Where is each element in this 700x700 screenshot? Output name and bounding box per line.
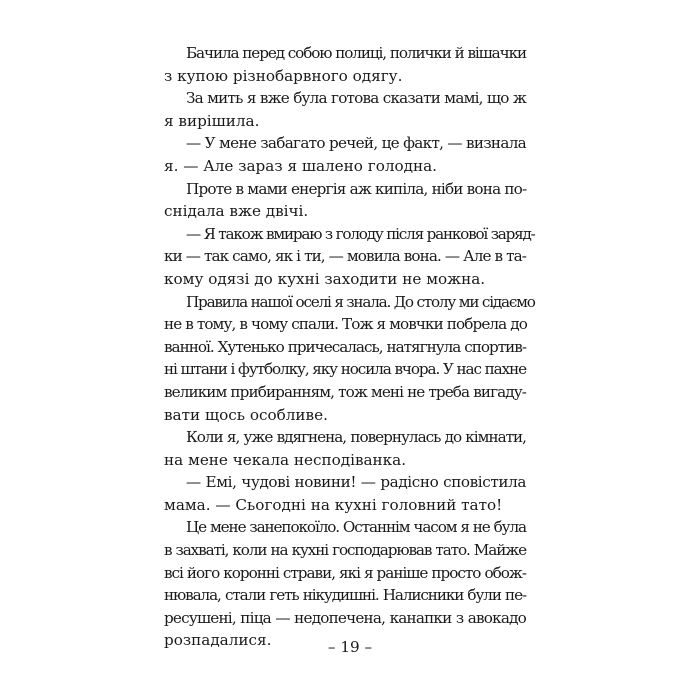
paragraph xyxy=(164,291,535,427)
paragraph xyxy=(164,42,526,87)
text-line: ресушені, піца — недопечена, канапки з авокадо xyxy=(164,608,526,627)
text-line: всі його коронні страви, які я раніше просто обож- xyxy=(164,563,526,582)
paragraph xyxy=(164,471,526,516)
paragraph xyxy=(164,178,526,223)
text-line: вати щось особливе. xyxy=(164,405,328,424)
text-line: Проте в мами енергія аж кипіла, ніби вона по- xyxy=(186,179,527,198)
text-line: в захваті, коли на кухні господарював тато. Майже xyxy=(164,541,526,560)
text-line: — У мене забагато речей, це факт, — визнала xyxy=(186,134,526,153)
text-line: Це мене занепокоїло. Останнім часом я не була xyxy=(186,518,526,537)
text-line: ки — так само, як і ти, — мовила вона. — Але в та- xyxy=(164,247,526,266)
text-line: нювала, стали геть нікудишні. Налисники були пе- xyxy=(164,586,526,605)
text-line: Правила нашої оселі я знала. До столу ми сідаємо xyxy=(186,292,535,311)
text-line: ні штани і футболку, яку носила вчора. У нас пахне xyxy=(164,360,526,379)
text-line: я вирішила. xyxy=(164,111,260,130)
text-line: розпадалися. xyxy=(164,631,272,650)
text-line: не в тому, в чому спали. Тож я мовчки побрела до xyxy=(164,315,527,334)
body-text xyxy=(164,42,535,652)
paragraph xyxy=(164,516,526,652)
text-line: ванної. Хутенько причесалась, натягнула спортив- xyxy=(164,337,526,356)
text-line: я. — Але зараз я шалено голодна. xyxy=(164,156,438,175)
text-line: на мене чекала несподіванка. xyxy=(164,450,407,469)
text-line: — Емі, чудові новини! — радісно сповістила xyxy=(186,473,526,492)
page-number: – 19 – xyxy=(327,638,373,656)
text-line: кому одязі до кухні заходити не можна. xyxy=(164,269,486,288)
text-line: з купою різнобарвного одягу. xyxy=(164,66,403,85)
paragraph xyxy=(164,426,526,471)
paragraph xyxy=(164,87,526,132)
text-line: снідала вже двічі. xyxy=(164,202,309,221)
text-line: Бачила перед собою полиці, полички й вішачки xyxy=(186,44,526,62)
paragraph xyxy=(164,223,535,291)
text-line: — Я також вмираю з голоду після ранкової заряд- xyxy=(186,224,535,243)
text-line: Коли я, уже вдягнена, повернулась до кімнати, xyxy=(186,428,526,447)
text-line: За мить я вже була готова сказати мамі, що ж xyxy=(186,89,526,108)
text-line: мама. — Сьогодні на кухні головний тато! xyxy=(164,495,503,514)
paragraph xyxy=(164,132,526,177)
text-line: великим прибиранням, тож мені не треба вигаду- xyxy=(164,382,526,401)
